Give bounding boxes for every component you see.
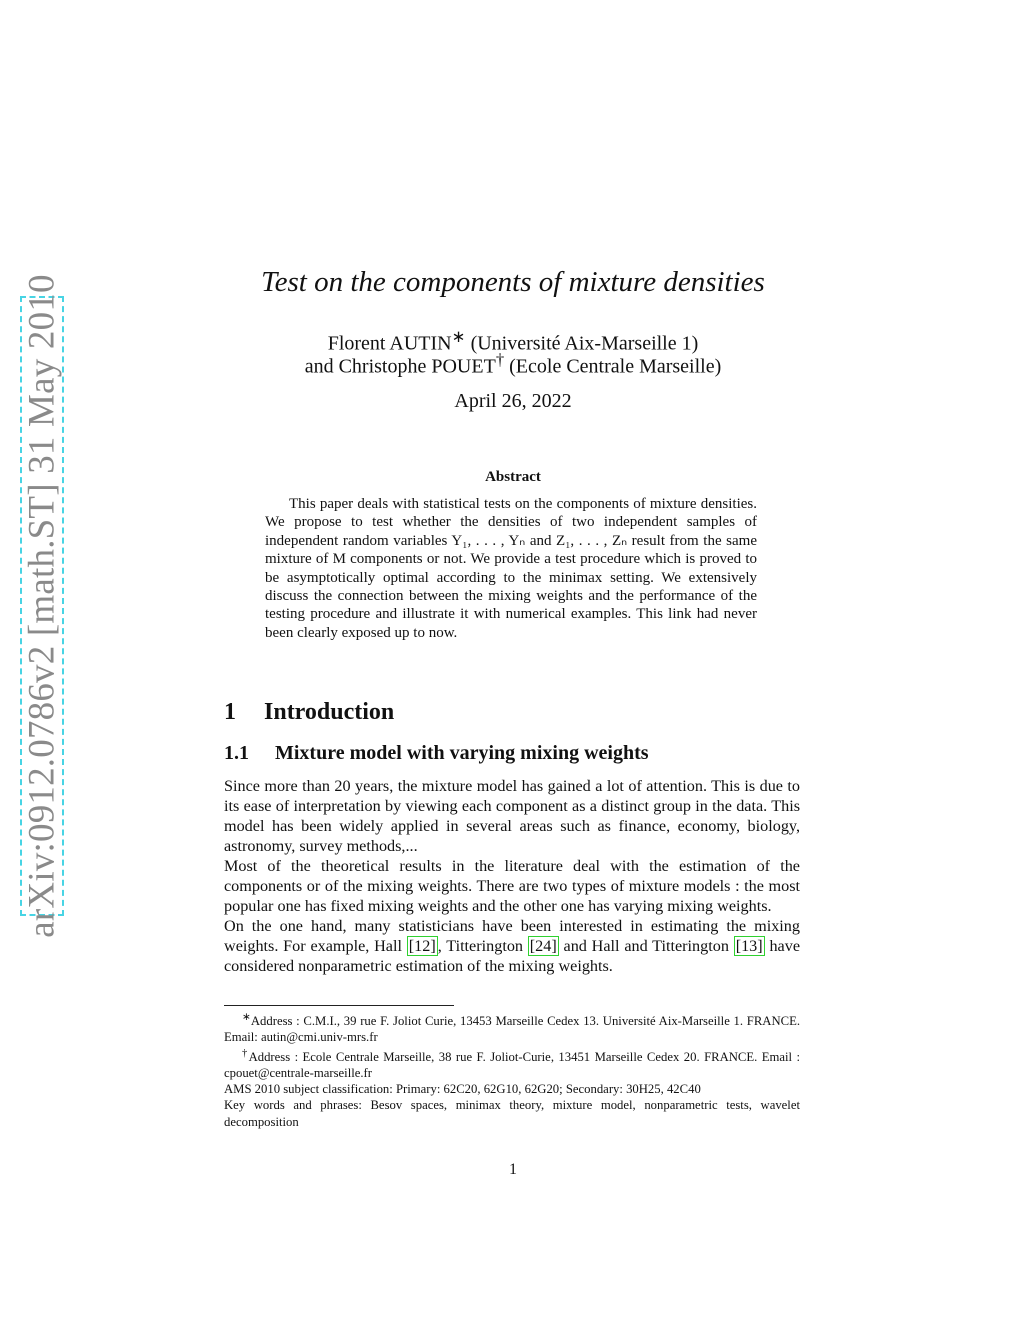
author-affiliation-1: (Université Aix-Marseille 1)	[465, 332, 699, 355]
arxiv-id: arXiv:0912.0786v2 [math.ST] 31 May 2010	[21, 274, 63, 938]
footnote-1-mark: ∗	[242, 1012, 251, 1023]
page-number: 1	[509, 1161, 517, 1178]
footnote-2-text: Address : Ecole Centrale Marseille, 38 rue F. Joliot-Curie, 13451 Marseille Cedex 20. FRANCE. Email : cpouet@centrale-marseille.fr	[224, 1049, 800, 1081]
section-heading-introduction	[224, 699, 394, 726]
ams-classification: AMS 2010 subject classification: Primary: 62C20, 62G10, 62G20; Secondary: 30H25, 42C40	[224, 1082, 701, 1097]
section-title: Introduction	[264, 699, 395, 725]
footnote-2	[224, 1046, 800, 1082]
footnote-2-mark: †	[242, 1047, 249, 1059]
author-mark-2: †	[495, 350, 505, 369]
paragraph-3	[224, 916, 800, 976]
keywords: Key words and phrases: Besov spaces, minimax theory, mixture model, nonparametric tests, wavelet decomposition	[224, 1098, 800, 1129]
paragraph-2: Most of the theoretical results in the literature deal with the estimation of the components or of the mixing weights. There are two types of mixture models : the most popular one has fixed mixing weights and the other one has varying mixing weights.	[224, 857, 800, 915]
author-affiliation-2: (Ecole Centrale Marseille)	[504, 355, 722, 378]
paragraph-3-part-c: and Hall and Titterington	[558, 937, 734, 955]
subsection-heading	[224, 742, 649, 765]
paragraph-1: Since more than 20 years, the mixture model has gained a lot of attention. This is due to its ease of interpretation by viewing each component as a distinct group in the data. This model has been widely applied in several areas such as finance, economy, biology, astronomy, survey methods,...	[224, 777, 800, 855]
paragraph-3-part-d: have considered nonparametric estimation of the mixing weights.	[224, 937, 801, 975]
subsection-number: 1.1	[224, 742, 249, 764]
footnote-1-text: Address : C.M.I., 39 rue F. Joliot Curie, 13453 Marseille Cedex 13. Université Aix-Marseille 1. FRANCE. Email: autin@cmi.univ-mrs.fr	[224, 1014, 800, 1045]
author-mark-1: ∗	[451, 327, 466, 346]
paragraph-3-part-a: On the one hand, many statisticians have been interested in estimating the mixing weights. For example, Hall	[224, 917, 800, 955]
section-number: 1	[224, 699, 236, 725]
citation-link-24[interactable]: [24]	[529, 937, 557, 955]
abstract-text: This paper deals with statistical tests on the components of mixture densities. We propose to test whether the densities of two independent samples of independent random variables Y₁, . . . , Yₙ and Z₁, . . . , Zₙ result from the same mixture of M components or not. We provide a test procedure which is proved to be asymptotically optimal according to the minimax setting. We extensively discuss the connection between the mixing weights and the performance of the testing procedure and illustrate it with numerical examples. This link had never been clearly exposed up to now.	[265, 496, 757, 641]
subsection-title: Mixture model with varying mixing weights	[275, 742, 649, 764]
paper-date: April 26, 2022	[454, 390, 572, 412]
paper-title: Test on the components of mixture densities	[261, 266, 765, 298]
citation-link-12[interactable]: [12]	[408, 937, 436, 955]
author-line-2	[150, 350, 876, 379]
footnotes	[224, 1010, 800, 1130]
footnote-rule	[224, 1005, 454, 1006]
citation-link-13[interactable]: [13]	[735, 937, 763, 955]
author-name-2: and Christophe POUET	[304, 355, 496, 378]
arxiv-stamp	[20, 274, 64, 938]
author-name-1: Florent AUTIN	[327, 332, 452, 355]
body-text	[224, 776, 800, 976]
paragraph-3-part-b: , Titterington	[437, 937, 528, 955]
footnote-1	[224, 1010, 800, 1046]
abstract-heading: Abstract	[485, 469, 541, 485]
